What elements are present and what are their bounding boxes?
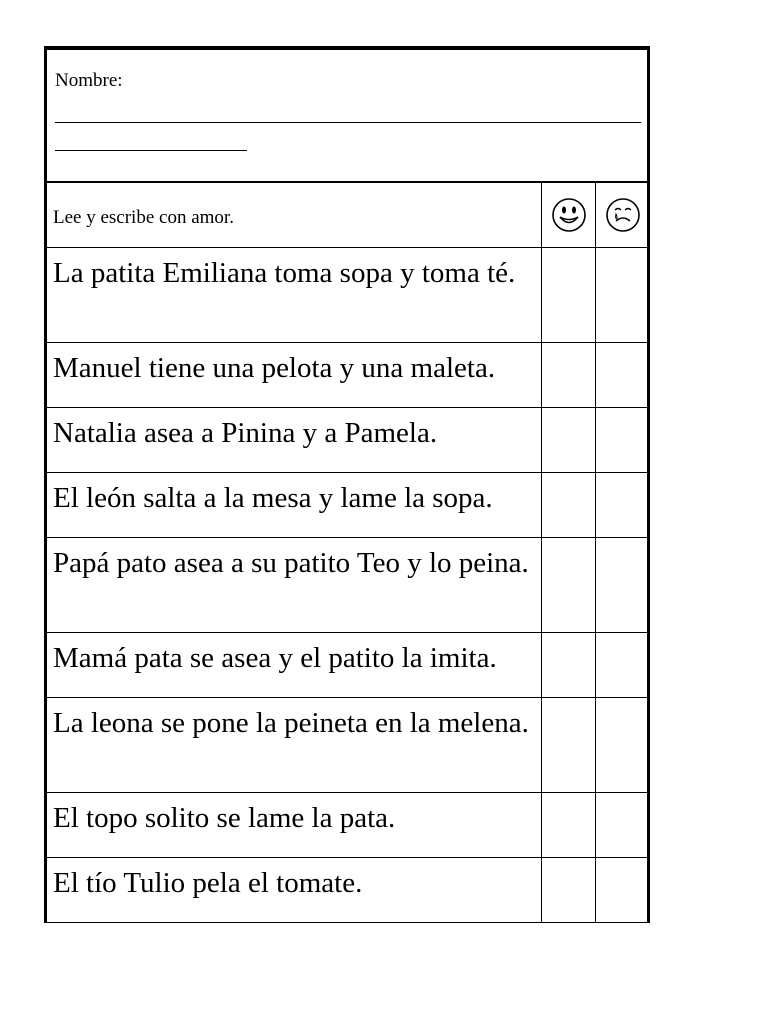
reading-table — [47, 182, 650, 923]
name-line-continued[interactable] — [55, 150, 247, 151]
table-row — [47, 538, 650, 633]
name-line[interactable] — [55, 122, 641, 123]
sad-column-header — [596, 183, 650, 248]
happy-check-cell[interactable] — [541, 343, 595, 408]
happy-check-cell[interactable] — [541, 698, 595, 793]
table-row — [47, 633, 650, 698]
sentence-cell — [47, 538, 541, 633]
sad-check-cell[interactable] — [596, 633, 650, 698]
sentence-text: La patita Emiliana toma sopa y toma té. — [53, 257, 516, 289]
happy-check-cell[interactable] — [541, 858, 595, 923]
sad-check-cell[interactable] — [596, 793, 650, 858]
sentence-text: Papá pato asea a su patito Teo y lo peina. — [53, 547, 529, 579]
happy-check-cell[interactable] — [541, 408, 595, 473]
sad-check-cell[interactable] — [596, 408, 650, 473]
sentence-cell — [47, 698, 541, 793]
sentence-cell — [47, 408, 541, 473]
sad-check-cell[interactable] — [596, 538, 650, 633]
sad-check-cell[interactable] — [596, 698, 650, 793]
happy-check-cell[interactable] — [541, 473, 595, 538]
sentence-text: El león salta a la mesa y lame la sopa. — [53, 482, 493, 514]
sentence-cell — [47, 858, 541, 923]
sad-check-cell[interactable] — [596, 473, 650, 538]
worksheet — [44, 46, 650, 923]
sentence-text: La leona se pone la peineta en la melena. — [53, 707, 529, 739]
sentence-cell — [47, 343, 541, 408]
sentence-cell — [47, 248, 541, 343]
table-row — [47, 408, 650, 473]
sentence-text: Mamá pata se asea y el patito la imita. — [53, 642, 497, 674]
happy-column-header — [541, 183, 595, 248]
sentence-cell — [47, 633, 541, 698]
sentence-cell — [47, 793, 541, 858]
table-row — [47, 793, 650, 858]
sentence-text: Manuel tiene una pelota y una maleta. — [53, 352, 496, 384]
table-header-row — [47, 183, 650, 248]
happy-check-cell[interactable] — [541, 248, 595, 343]
happy-check-cell[interactable] — [541, 633, 595, 698]
sentence-text: El topo solito se lame la pata. — [53, 802, 396, 834]
happy-check-cell[interactable] — [541, 538, 595, 633]
table-row — [47, 698, 650, 793]
sentence-text: El tío Tulio pela el tomate. — [53, 867, 363, 899]
sentence-cell — [47, 473, 541, 538]
table-row — [47, 473, 650, 538]
name-label: Nombre: — [55, 70, 123, 91]
sentence-text: Natalia asea a Pinina y a Pamela. — [53, 417, 438, 449]
instruction-cell — [47, 183, 541, 248]
table-row — [47, 858, 650, 923]
table-row — [47, 343, 650, 408]
smiley-face-icon — [551, 197, 587, 233]
instruction-text: Lee y escribe con amor. — [53, 207, 234, 228]
sad-check-cell[interactable] — [596, 248, 650, 343]
table-row — [47, 248, 650, 343]
sad-check-cell[interactable] — [596, 343, 650, 408]
happy-check-cell[interactable] — [541, 793, 595, 858]
sad-check-cell[interactable] — [596, 858, 650, 923]
sad-face-icon — [605, 197, 641, 233]
name-section — [47, 50, 647, 182]
